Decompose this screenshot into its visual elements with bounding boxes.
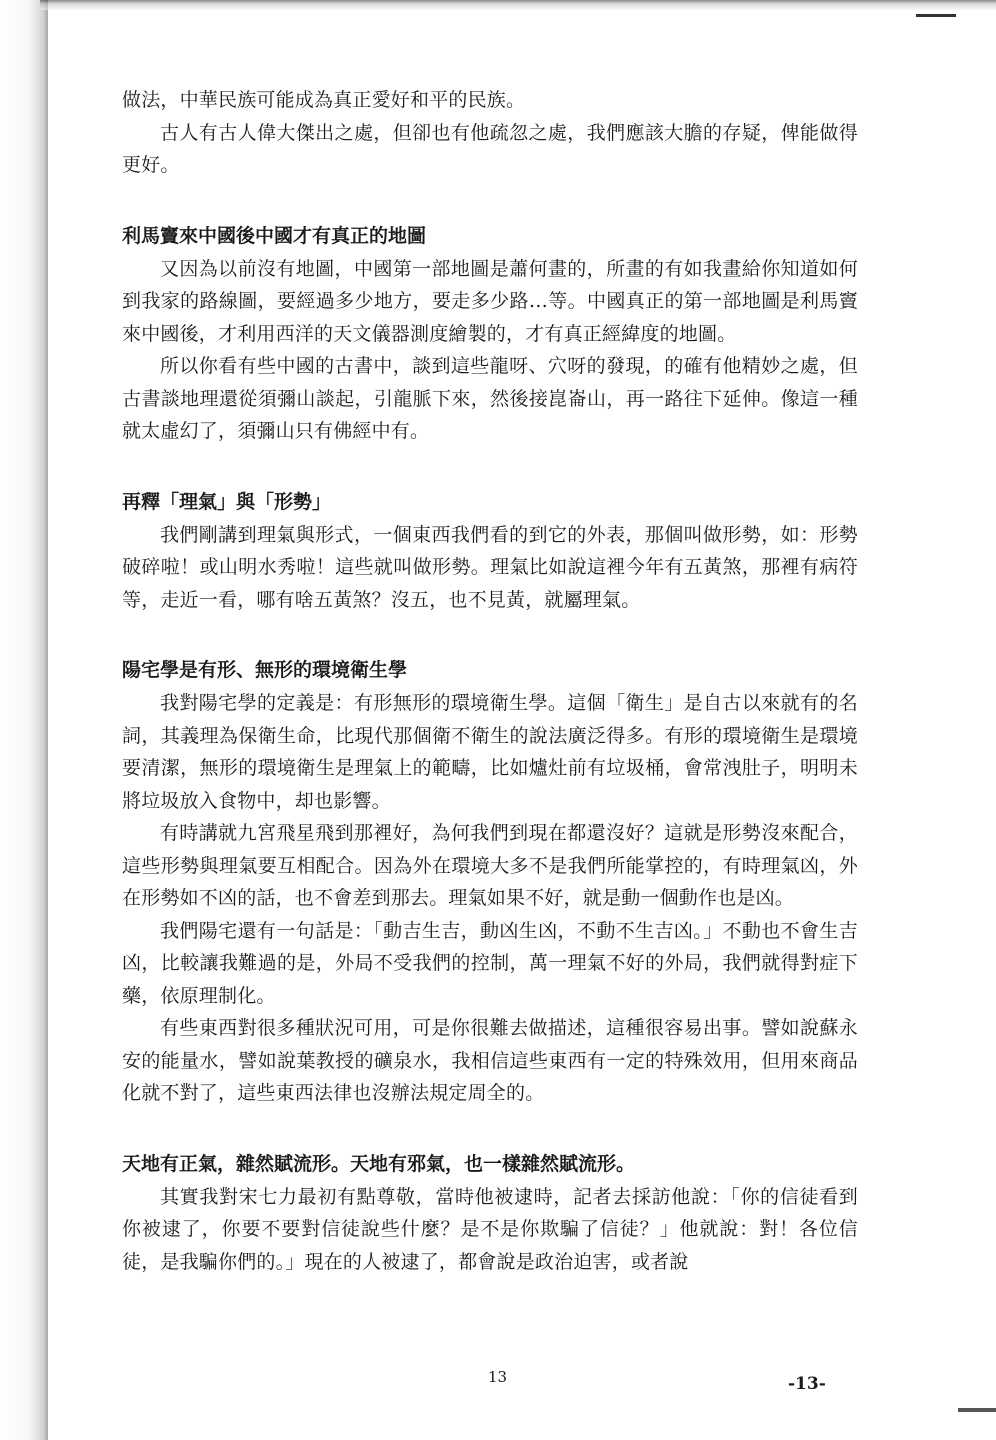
scan-shadow-left xyxy=(0,0,48,1440)
paragraph: 有時講就九宮飛星飛到那裡好，為何我們到現在都還沒好？這就是形勢沒來配合，這些形勢與理氣要互相配合。因為外在環境大多不是我們所能掌控的，有時理氣凶，外在形勢如不凶的話，也不會差到那去。理氣如果不好，就是動一個動作也是凶。 xyxy=(122,822,858,909)
paragraph: 又因為以前沒有地圖，中國第一部地圖是蕭何畫的，所畫的有如我畫給你知道如何到我家的路線圖，要經過多少地方，要走多少路…等。中國真正的第一部地圖是利馬竇來中國後，才利用西洋的天文儀器測度繪製的，才有真正經緯度的地圖。 xyxy=(122,257,858,345)
paragraph: 我對陽宅學的定義是：有形無形的環境衛生學。這個「衛生」是自古以來就有的名詞，其義理為保衛生命，比現代那個衛不衛生的說法廣泛得多。有形的環境衛生是環境要清潔，無形的環境衛生是理氣上的範疇，比如爐灶前有垃圾桶，會常洩肚子，明明未將垃圾放入食物中，却也影響。 xyxy=(122,692,858,812)
paragraph: 我們剛講到理氣與形式，一個東西我們看的到它的外表，那個叫做形勢，如：形勢破碎啦！或山明水秀啦！這些就叫做形勢。理氣比如說這裡今年有五黃煞，那裡有病符等，走近一看，哪有啥五黃煞？沒五，也不見黃，就屬理氣。 xyxy=(122,523,858,611)
paragraph: 所以你看有些中國的古書中，談到這些龍呀、穴呀的發現，的確有他精妙之處，但古書談地理還從須彌山談起，引龍脈下來，然後接崑崙山，再一路往下延伸。像這一種就太虛幻了，須彌山只有佛經中有。 xyxy=(122,355,858,442)
section-heading: 陽宅學是有形、無形的環境衛生學 xyxy=(122,659,408,681)
page-number-outer: -13- xyxy=(788,1374,826,1394)
section-heading: 天地有正氣，雜然賦流形。天地有邪氣，也一樣雜然賦流形。 xyxy=(122,1152,636,1175)
page-number: 13 xyxy=(488,1368,508,1386)
scan-mark-top-right xyxy=(916,14,956,17)
paragraph: 其實我對宋七力最初有點尊敬，當時他被逮時，記者去採訪他說：「你的信徒看到你被逮了，你要不要對信徒說些什麼？是不是你欺騙了信徒？」他就說：對！各位信徒，是我騙你們的。」現在的人被逮了，都會說是政治迫害，或者說 xyxy=(122,1185,858,1273)
scan-mark-bottom-right xyxy=(958,1408,996,1412)
section-heading: 再釋「理氣」與「形勢」 xyxy=(122,490,332,513)
paragraph: 有些東西對很多種狀況可用，可是你很難去做描述，這種很容易出事。譬如說蘇永安的能量水，譬如說葉教授的礦泉水，我相信這些東西有一定的特殊效用，但用來商品化就不對了，這些東西法律也沒辦法規定周全的。 xyxy=(122,1017,858,1104)
paragraph: 古人有古人偉大傑出之處，但卻也有他疏忽之處，我們應該大膽的存疑，俾能做得更好。 xyxy=(122,121,858,176)
scan-shadow-top xyxy=(40,0,996,10)
section-heading: 利馬竇來中國後中國才有真正的地圖 xyxy=(122,224,427,247)
paragraph: 做法，中華民族可能成為真正愛好和平的民族。 xyxy=(122,89,526,111)
page-body xyxy=(122,84,858,1278)
paragraph: 我們陽宅還有一句話是：「動吉生吉，動凶生凶，不動不生吉凶。」不動也不會生吉凶，比較讓我難過的是，外局不受我們的控制，萬一理氣不好的外局，我們就得對症下藥，依原理制化。 xyxy=(122,919,858,1007)
